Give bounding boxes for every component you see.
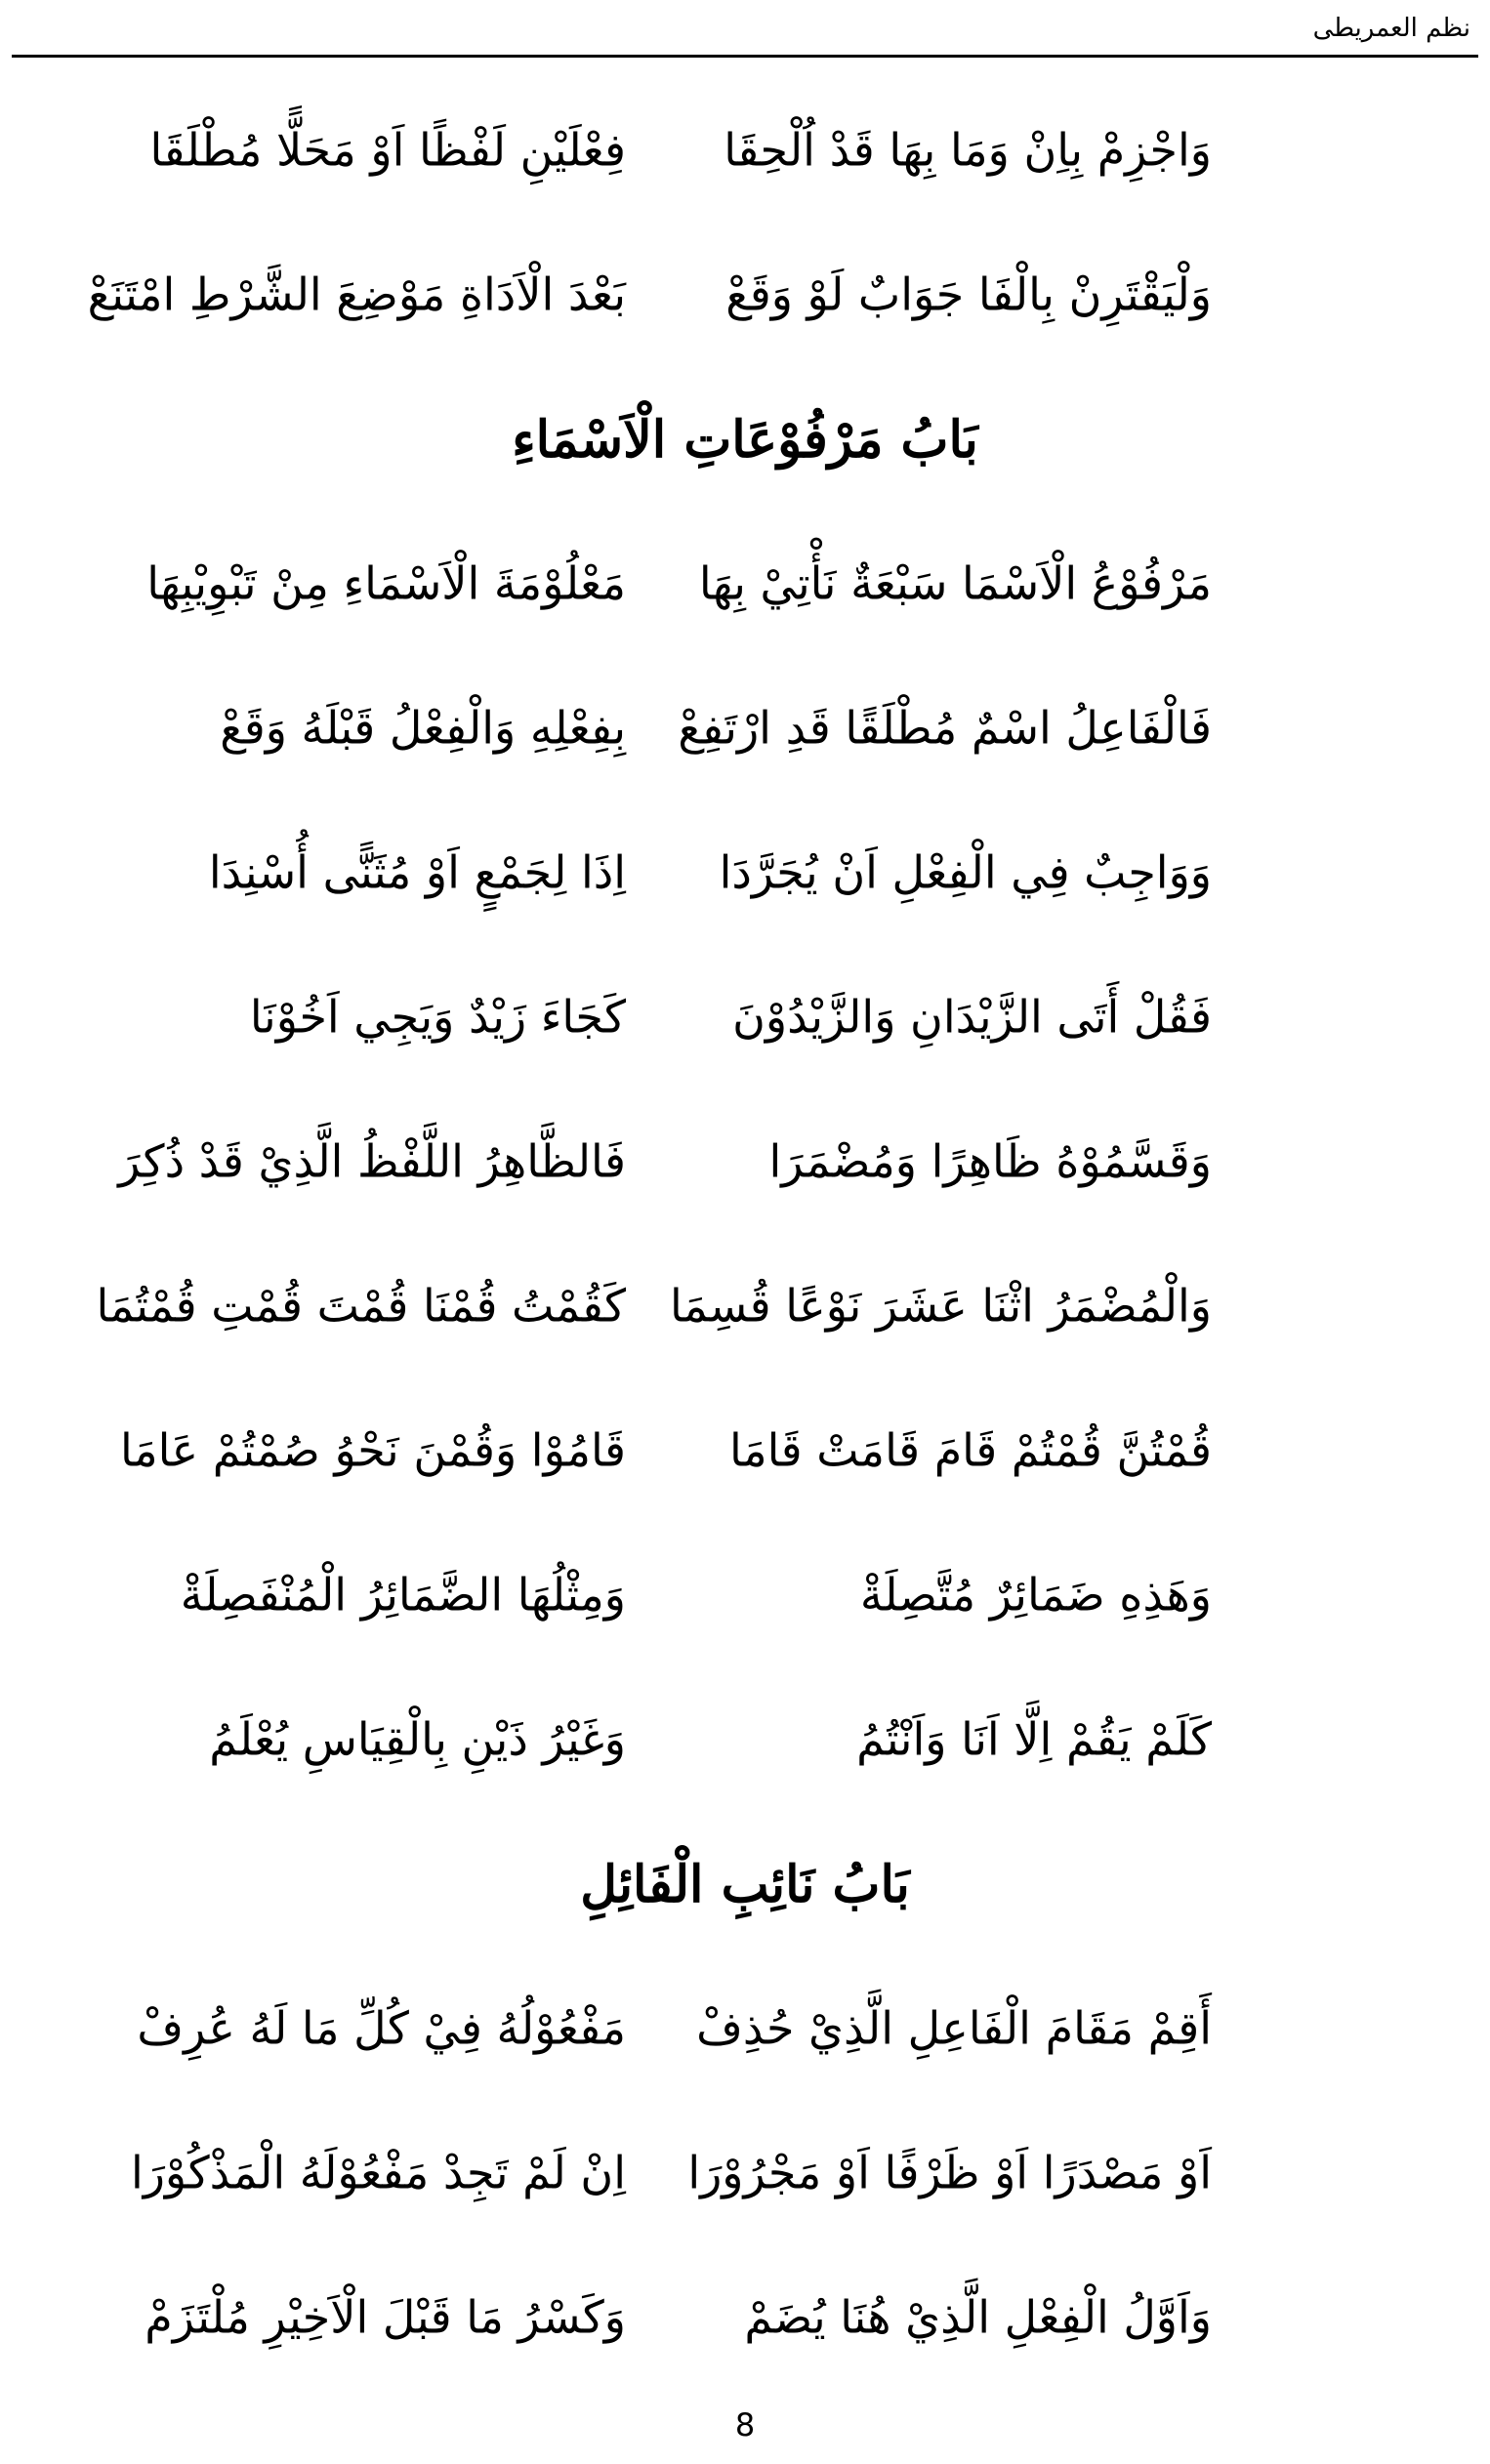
second-hemistich: كَقُمْتُ قُمْنَا قُمْتَ قُمْتِ قُمْتُمَا <box>96 1279 626 1333</box>
second-hemistich: قَامُوْا وَقُمْنَ نَحْوُ صُمْتُمْ عَامَا <box>119 1423 626 1477</box>
first-hemistich: فَقُلْ أَتَى الزَّيْدَانِ وَالزَّيْدُوْنَ <box>732 990 1212 1044</box>
second-hemistich: مَفْعُوْلُهُ فِيْ كُلِّ مَا لَهُ عُرِفْ <box>137 2001 626 2055</box>
first-hemistich: وَاجْزِمْ بِاِنْ وَمَا بِهَا قَدْ اُلْحِقَا <box>724 123 1212 177</box>
first-hemistich: فَالْفَاعِلُ اسْمٌ مُطْلَقًا قَدِ ارْتَفِعْ <box>678 701 1212 755</box>
first-hemistich: وَالْمُضْمَرُ اثْنَا عَشَرَ نَوْعًا قُسِمَا <box>670 1279 1212 1333</box>
verse <box>0 1089 1490 1234</box>
verse <box>0 78 1490 223</box>
second-hemistich: وَغَيْرُ ذَيْنِ بِالْقِيَاسِ يُعْلَمُ <box>209 1712 626 1766</box>
chapter-heading: بَابُ نَائِبِ الْفَائِلِ <box>580 1854 910 1914</box>
header-rule <box>12 55 1478 58</box>
verse <box>0 1378 1490 1523</box>
verse <box>0 945 1490 1089</box>
first-hemistich: وَوَاجِبٌ فِي الْفِعْلِ اَنْ يُجَرَّدَا <box>719 845 1212 899</box>
second-hemistich: بَعْدَ الْاَدَاةِ مَوْضِعَ الشَّرْطِ امْتَنَعْ <box>87 267 626 321</box>
second-hemistich: وَمِثْلُهَا الضَّمَائِرُ الْمُنْفَصِلَةْ <box>180 1568 626 1622</box>
verse <box>0 2245 1490 2390</box>
poem-content <box>0 78 1490 2390</box>
verse <box>0 1234 1490 1378</box>
second-hemistich: بِفِعْلِهِ وَالْفِعْلُ قَبْلَهُ وَقَعْ <box>220 701 626 755</box>
second-hemistich: كَجَاءَ زَيْدٌ وَيَجِي اَخُوْنَا <box>249 990 626 1044</box>
first-hemistich: كَلَمْ يَقُمْ اِلَّا اَنَا وَاَنْتُمُ <box>856 1712 1212 1766</box>
verse <box>0 1667 1490 1812</box>
verse <box>0 512 1490 656</box>
verse <box>0 2101 1490 2245</box>
second-hemistich: اِنْ لَمْ تَجِدْ مَفْعُوْلَهُ الْمَذْكُوْرَا <box>130 2146 626 2199</box>
first-hemistich: مَرْفُوْعُ الْاَسْمَا سَبْعَةٌ نَأْتِيْ بِهَا <box>698 556 1212 610</box>
second-hemistich: مَعْلُوْمَةَ الْاَسْمَاءِ مِنْ تَبْوِيْبِهَا <box>146 556 626 610</box>
first-hemistich: قُمْتُنَّ قُمْتُمْ قَامَ قَامَتْ قَامَا <box>728 1423 1212 1477</box>
verse <box>0 801 1490 945</box>
verse <box>0 1523 1490 1667</box>
first-hemistich: وَلْيَقْتَرِنْ بِالْفَا جَوَابٌ لَوْ وَقَعْ <box>725 267 1212 321</box>
first-hemistich: اَوْ مَصْدَرًا اَوْ ظَرْفًا اَوْ مَجْرُوْرَا <box>687 2146 1212 2199</box>
second-hemistich: فَالظَّاهِرُ اللَّفْظُ الَّذِيْ قَدْ ذُكِرَ <box>118 1134 626 1188</box>
first-hemistich: أَقِمْ مَقَامَ الْفَاعِلِ الَّذِيْ حُذِفْ <box>696 2001 1212 2055</box>
verse <box>0 656 1490 801</box>
first-hemistich: وَهَذِهِ ضَمَائِرٌ مُتَّصِلَةْ <box>859 1568 1212 1622</box>
first-hemistich: وَقَسَّمُوْهُ ظَاهِرًا وَمُضْمَرَا <box>768 1134 1212 1188</box>
second-hemistich: فِعْلَيْنِ لَفْظًا اَوْ مَحَلًّا مُطْلَقَا <box>149 123 626 177</box>
page-number: 8 <box>734 2406 756 2443</box>
second-hemistich: اِذَا لِجَمْعٍ اَوْ مُثَنًّى أُسْنِدَا <box>208 845 626 899</box>
second-hemistich: وَكَسْرُ مَا قَبْلَ الْاَخِيْرِ مُلْتَزَمْ <box>145 2290 626 2344</box>
running-header: نظم العمريطى <box>1312 14 1470 43</box>
first-hemistich: وَاَوَّلُ الْفِعْلِ الَّذِيْ هُنَا يُضَمْ <box>744 2290 1212 2344</box>
verse <box>0 223 1490 367</box>
verse <box>0 1956 1490 2101</box>
chapter-heading: بَابُ مَرْفُوْعَاتِ الْاَسْمَاءِ <box>512 409 978 470</box>
